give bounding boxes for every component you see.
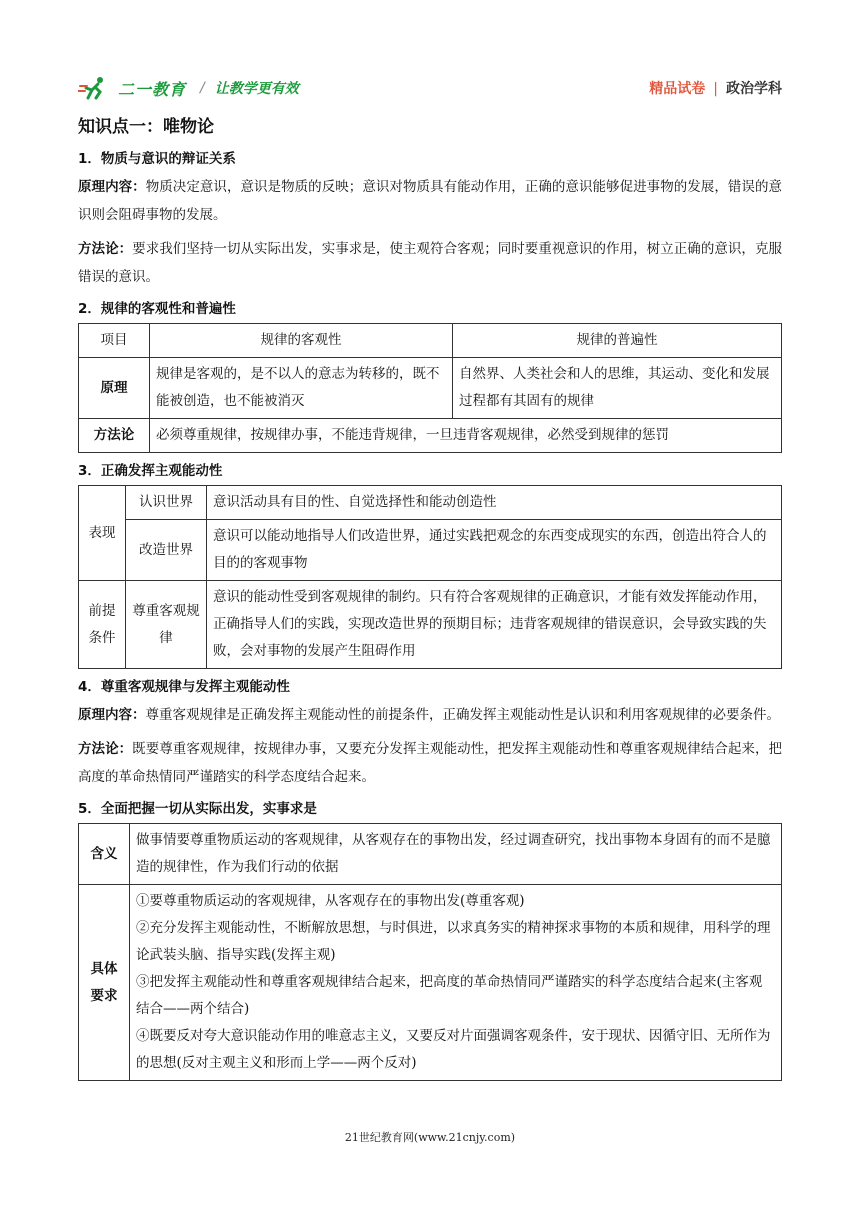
table-cell: 自然界、人类社会和人的思维，其运动、变化和发展过程都有其固有的规律 — [453, 358, 782, 419]
row-label: 表现 — [79, 486, 126, 581]
table-cell: 意识可以能动地指导人们改造世界，通过实践把观念的东西变成现实的东西，创造出符合人的目的的客观事物 — [207, 520, 782, 581]
table-row — [79, 358, 782, 419]
requirement-item: ②充分发挥主观能动性，不断解放思想，与时俱进，以求真务实的精神探求事物的本质和规律，用科学的理论武装头脑、指导实践(发挥主观) — [136, 920, 771, 963]
method-label: 方法论： — [78, 241, 133, 257]
section-4-title: 4．尊重客观规律与发挥主观能动性 — [78, 679, 290, 695]
requirements-cell — [130, 885, 782, 1081]
section-5-title: 5．全面把握一切从实际出发，实事求是 — [78, 801, 317, 817]
law-table — [78, 323, 782, 453]
table-row — [79, 581, 782, 669]
section-3-title: 3．正确发挥主观能动性 — [78, 463, 223, 479]
principle-label: 原理内容： — [78, 179, 146, 195]
section-4-method — [78, 735, 782, 791]
table-cell: 规律是客观的，是不以人的意志为转移的，既不能被创造，也不能被消灭 — [150, 358, 453, 419]
principle-text: 物质决定意识，意识是物质的反映；意识对物质具有能动作用，正确的意识能够促进事物的发展，错误的意识则会阻碍事物的发展。 — [78, 179, 783, 223]
table-cell: 意识活动具有目的性、自觉选择性和能动创造性 — [207, 486, 782, 520]
table-cell: 必须尊重规律，按规律办事，不能违背规律，一旦违背客观规律，必然受到规律的惩罚 — [150, 419, 782, 453]
table-cell: 做事情要尊重物质运动的客观规律，从客观存在的事物出发，经过调查研究，找出事物本身固有的而不是臆造的规律性，作为我们行动的依据 — [130, 824, 782, 885]
sub-label: 尊重客观规律 — [126, 581, 207, 669]
page-footer: 21世纪教育网(www.21cnjy.com) — [344, 1131, 516, 1144]
row-label: 原理 — [79, 358, 150, 419]
table-header-cell: 规律的普遍性 — [453, 324, 782, 358]
page-header — [78, 68, 782, 104]
initiative-table — [78, 485, 782, 669]
section-1-method — [78, 235, 782, 291]
row-label: 方法论 — [79, 419, 150, 453]
row-label: 具体要求 — [79, 885, 130, 1081]
practice-table — [78, 823, 782, 1081]
table-row — [79, 824, 782, 885]
row-label: 含义 — [79, 824, 130, 885]
method-label: 方法论： — [78, 741, 133, 757]
section-1-principle — [78, 173, 782, 229]
requirement-item: ④既要反对夸大意识能动作用的唯意志主义，又要反对片面强调客观条件，安于现状、因循守旧、无所作为的思想(反对主观主义和形而上学——两个反对) — [136, 1028, 771, 1071]
section-4-principle — [78, 701, 782, 729]
sub-label: 认识世界 — [126, 486, 207, 520]
brand-slogan: 让教学更有效 — [214, 81, 299, 97]
section-1-title: 1．物质与意识的辩证关系 — [78, 151, 236, 167]
document-body — [78, 108, 782, 1087]
header-label: 精品试卷 — [649, 81, 706, 97]
table-row — [79, 486, 782, 520]
table-header-cell: 规律的客观性 — [150, 324, 453, 358]
principle-text: 尊重客观规律是正确发挥主观能动性的前提条件，正确发挥主观能动性是认识和利用客观规律的必要条件。 — [145, 707, 780, 723]
method-text: 要求我们坚持一切从实际出发，实事求是，使主观符合客观；同时要重视意识的作用，树立正确的意识，克服错误的意识。 — [78, 241, 783, 285]
table-row — [79, 520, 782, 581]
runner-logo-icon — [78, 76, 114, 100]
table-row — [79, 419, 782, 453]
row-label: 前提条件 — [79, 581, 126, 669]
sub-label: 改造世界 — [126, 520, 207, 581]
brand-logo — [78, 76, 299, 100]
header-subject: 政治学科 — [726, 81, 782, 97]
table-cell: 意识的能动性受到客观规律的制约。只有符合客观规律的正确意识，才能有效发挥能动作用，正确指导人们的实践，实现改造世界的预期目标；违背客观规律的错误意识，会导致实践的失败，会对事物的发展产生阻碍作用 — [207, 581, 782, 669]
requirement-item: ③把发挥主观能动性和尊重客观规律结合起来，把高度的革命热情同严谨踏实的科学态度结合起来(主客观结合——两个结合) — [136, 974, 763, 1017]
header-right — [649, 78, 782, 98]
table-header-cell: 项目 — [79, 324, 150, 358]
section-2-title: 2．规律的客观性和普遍性 — [78, 301, 236, 317]
table-row — [79, 885, 782, 1081]
principle-label: 原理内容： — [78, 707, 146, 723]
slash-divider: / — [200, 80, 205, 96]
page-title: 知识点一：唯物论 — [78, 117, 214, 137]
header-separator: | — [713, 81, 718, 97]
method-text: 既要尊重客观规律，按规律办事，又要充分发挥主观能动性，把发挥主观能动性和尊重客观规律结合起来，把高度的革命热情同严谨踏实的科学态度结合起来。 — [78, 741, 783, 785]
requirement-item: ①要尊重物质运动的客观规律，从客观存在的事物出发(尊重客观) — [136, 893, 525, 909]
table-header-row — [79, 324, 782, 358]
brand-name: 二一教育 — [118, 79, 187, 99]
